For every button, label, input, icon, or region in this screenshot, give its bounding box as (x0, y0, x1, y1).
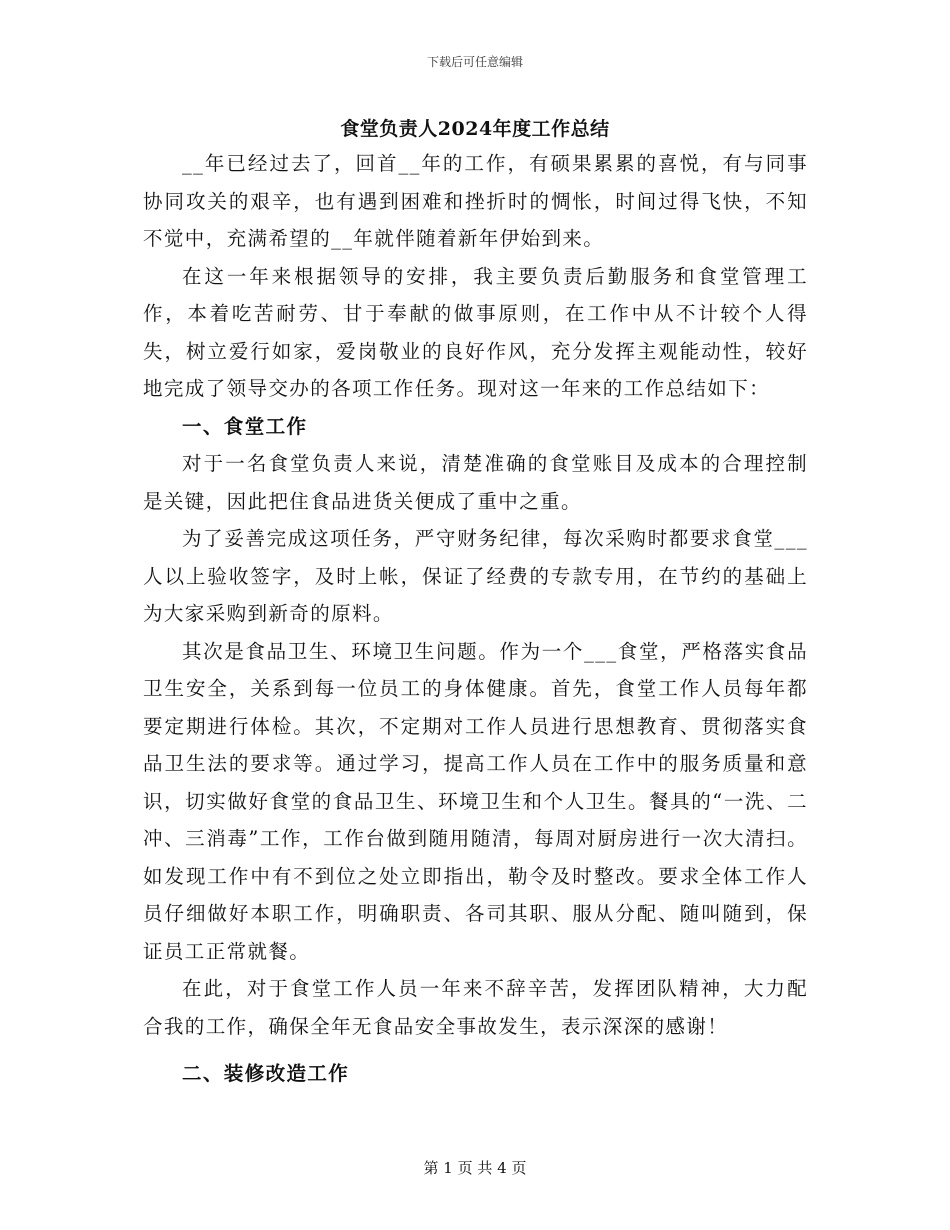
section-heading-renovation: 二、装修改造工作 (182, 1062, 350, 1085)
paragraph-cost-control: 对于一名食堂负责人来说，清楚准确的食堂账目及成本的合理控制是关键，因此把住食品进货关便成了重中之重。 (143, 452, 808, 513)
document-body (143, 145, 808, 1093)
paragraph-thanks: 在此，对于食堂工作人员一年来不辞辛苦，发挥团队精神，大力配合我的工作，确保全年无食品安全事故发生，表示深深的感谢！ (143, 977, 808, 1038)
document-title: 食堂负责人2024年度工作总结 (340, 118, 610, 140)
paragraph-purchasing: 为了妥善完成这项任务，严守财务纪律，每次采购时都要求食堂___人以上验收签字，及时上帐，保证了经费的专款专用，在节约的基础上为大家采购到新奇的原料。 (143, 527, 808, 625)
section-heading-canteen-work: 一、食堂工作 (182, 414, 308, 438)
page-number-footer: 第 1 页 共 4 页 (423, 1159, 527, 1177)
paragraph-responsibilities: 在这一年来根据领导的安排，我主要负责后勤服务和食堂管理工作，本着吃苦耐劳、甘于奉献的做事原则，在工作中从不计较个人得失，树立爱行如家，爱岗敬业的良好作风，充分发挥主观能动性，较好地完成了领导交办的各项工作任务。现对这一年来的工作总结如下： (143, 264, 808, 400)
header-note: 下载后可任意编辑 (426, 55, 523, 69)
paragraph-hygiene: 其次是食品卫生、环境卫生问题。作为一个___食堂，严格落实食品卫生安全，关系到每一位员工的身体健康。首先，食堂工作人员每年都要定期进行体检。其次，不定期对工作人员进行思想教育、贯彻落实食品卫生法的要求等。通过学习，提高工作人员在工作中的服务质量和意识，切实做好食堂的食品卫生、环境卫生和个人卫生。餐具的“一洗、二冲、三消毒”工作，工作台做到随用随清，每周对厨房进行一次大清扫。如发现工作中有不到位之处立即指出，勒令及时整改。要求全体工作人员仔细做好本职工作，明确职责、各司其职、服从分配、随叫随到，保证员工正常就餐。 (143, 639, 808, 963)
paragraph-intro: __年已经过去了，回首__年的工作，有硕果累累的喜悦，有与同事协同攻关的艰辛，也有遇到困难和挫折时的惆怅，时间过得飞快，不知不觉中，充满希望的__年就伴随着新年伊始到来。 (143, 152, 808, 250)
